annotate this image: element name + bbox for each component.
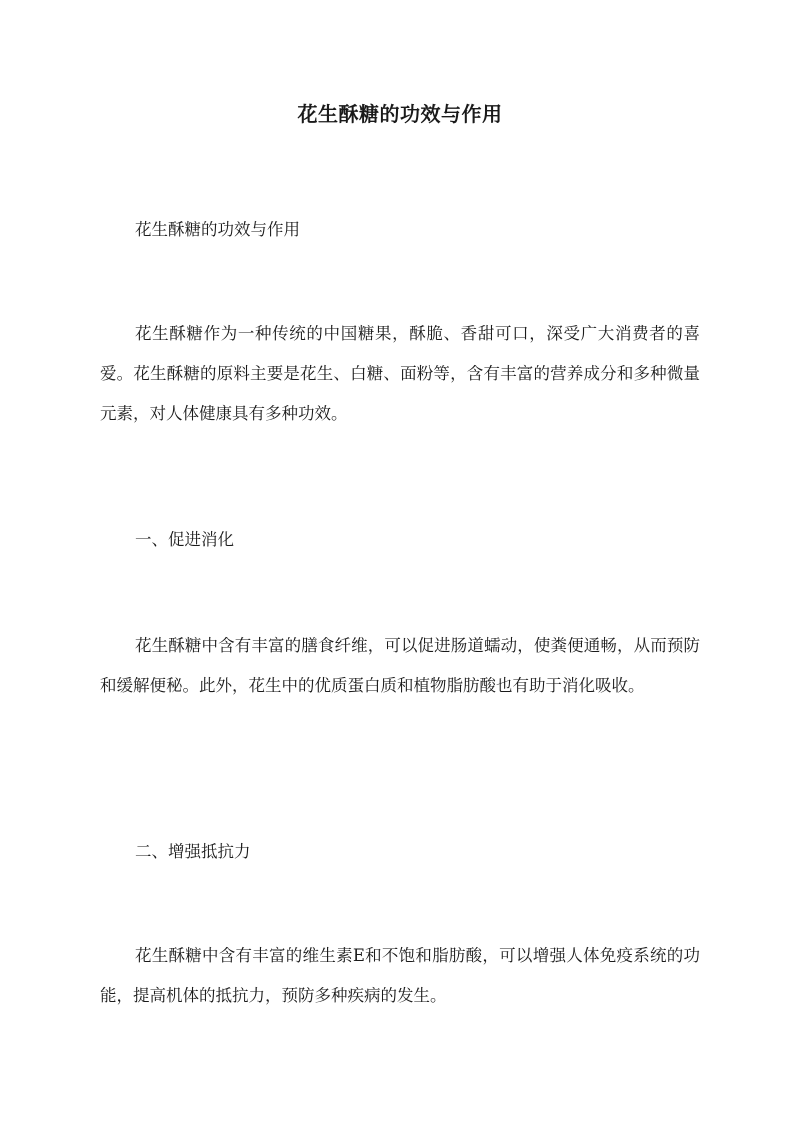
section-heading-digestion: 一、促进消化 (135, 530, 234, 549)
intro-paragraph: 花生酥糖作为一种传统的中国糖果，酥脆、香甜可口，深受广大消费者的喜爱。花生酥糖的原料主要是花生、白糖、面粉等，含有丰富的营养成分和多种微量元素，对人体健康具有多种功效。 (100, 324, 700, 423)
section-body-immunity: 花生酥糖中含有丰富的维生素E和不饱和脂肪酸，可以增强人体免疫系统的功能，提高机体的抵抗力，预防多种疾病的发生。 (100, 946, 700, 1005)
section-body-digestion: 花生酥糖中含有丰富的膳食纤维，可以促进肠道蠕动，使粪便通畅，从而预防和缓解便秘。此外，花生中的优质蛋白质和植物脂肪酸也有助于消化吸收。 (100, 636, 700, 695)
section-heading-immunity: 二、增强抵抗力 (135, 842, 251, 861)
document-subtitle: 花生酥糖的功效与作用 (135, 220, 300, 239)
document-title: 花生酥糖的功效与作用 (297, 102, 503, 126)
